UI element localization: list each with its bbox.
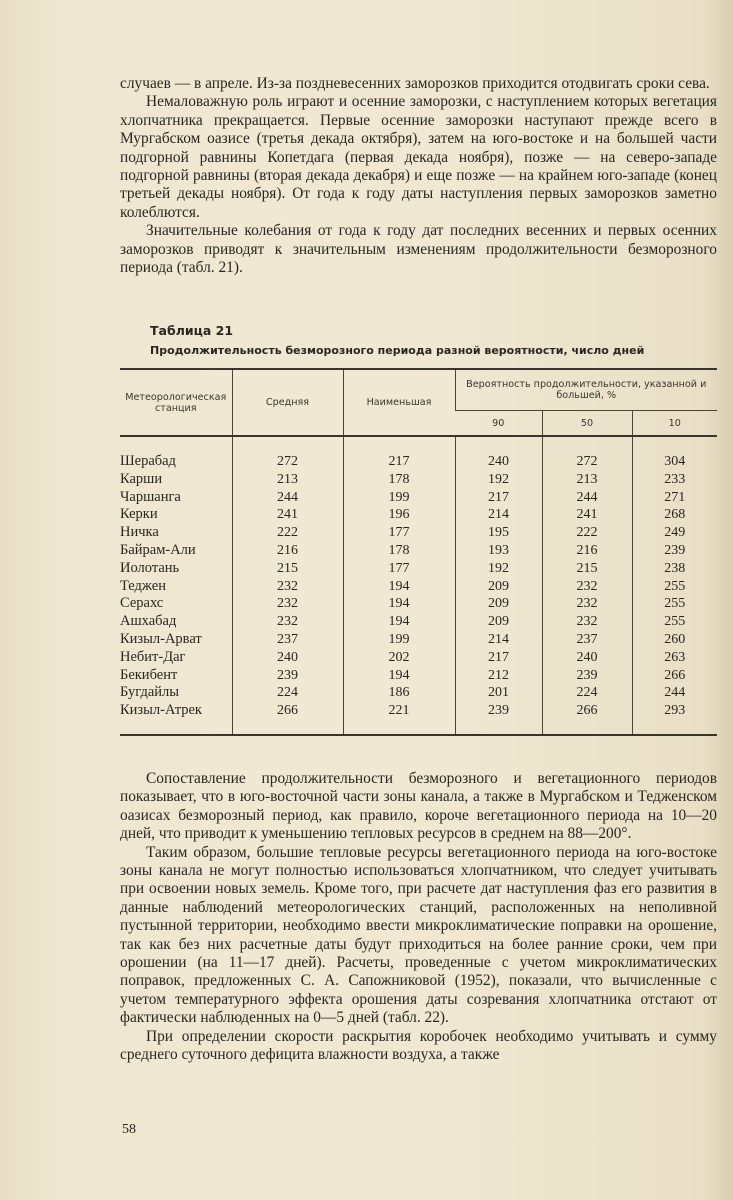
text-block-bottom bbox=[120, 770, 717, 1065]
header-p90: 90 bbox=[455, 411, 542, 437]
table-row bbox=[120, 578, 717, 596]
cell-station: Иолотань bbox=[120, 559, 180, 576]
cell-min: 177 bbox=[343, 560, 455, 578]
cell-station: Теджен bbox=[120, 577, 166, 594]
cell-mean: 224 bbox=[232, 684, 343, 702]
cell-mean: 232 bbox=[232, 578, 343, 596]
cell-mean: 266 bbox=[232, 702, 343, 720]
cell-p90: 209 bbox=[455, 595, 542, 613]
cell-p50: 215 bbox=[542, 560, 632, 578]
table-number: Таблица 21 bbox=[150, 323, 234, 338]
table-title: Продолжительность безморозного периода разной вероятности, число дней bbox=[150, 344, 645, 357]
cell-min: 221 bbox=[343, 702, 455, 720]
cell-p10: 268 bbox=[632, 506, 717, 524]
table-body bbox=[120, 436, 717, 735]
cell-p10: 266 bbox=[632, 667, 717, 685]
cell-station: Шерабад bbox=[120, 453, 176, 469]
cell-p50: 266 bbox=[542, 702, 632, 720]
page-number: 58 bbox=[122, 1122, 136, 1137]
cell-mean: 232 bbox=[232, 613, 343, 631]
cell-p10: 233 bbox=[632, 471, 717, 489]
frost-free-table bbox=[120, 368, 717, 736]
cell-mean: 222 bbox=[232, 524, 343, 542]
cell-p50: 241 bbox=[542, 506, 632, 524]
cell-p90: 209 bbox=[455, 613, 542, 631]
cell-p10: 255 bbox=[632, 578, 717, 596]
cell-min: 194 bbox=[343, 578, 455, 596]
header-station: Метеорологическая станция bbox=[120, 369, 232, 436]
cell-p50: 239 bbox=[542, 667, 632, 685]
cell-p10: 271 bbox=[632, 489, 717, 507]
cell-p50: 232 bbox=[542, 578, 632, 596]
table-row bbox=[120, 649, 717, 667]
cell-mean: 232 bbox=[232, 595, 343, 613]
cell-min: 217 bbox=[343, 453, 455, 471]
cell-min: 194 bbox=[343, 613, 455, 631]
cell-p50: 244 bbox=[542, 489, 632, 507]
cell-p90: 212 bbox=[455, 667, 542, 685]
cell-p90: 192 bbox=[455, 560, 542, 578]
cell-mean: 216 bbox=[232, 542, 343, 560]
cell-p50: 237 bbox=[542, 631, 632, 649]
cell-min: 194 bbox=[343, 595, 455, 613]
cell-min: 194 bbox=[343, 667, 455, 685]
table-row bbox=[120, 471, 717, 489]
cell-p90: 214 bbox=[455, 631, 542, 649]
table-row bbox=[120, 524, 717, 542]
cell-station: Бугдайлы bbox=[120, 684, 179, 701]
table-row bbox=[120, 453, 717, 471]
cell-mean: 241 bbox=[232, 506, 343, 524]
cell-p10: 255 bbox=[632, 613, 717, 631]
cell-p10: 255 bbox=[632, 595, 717, 613]
header-p50: 50 bbox=[542, 411, 632, 437]
cell-p90: 217 bbox=[455, 649, 542, 667]
header-min: Наименьшая bbox=[343, 369, 455, 436]
cell-min: 199 bbox=[343, 489, 455, 507]
cell-p90: 201 bbox=[455, 684, 542, 702]
cell-min: 199 bbox=[343, 631, 455, 649]
header-mean: Средняя bbox=[232, 369, 343, 436]
cell-p50: 232 bbox=[542, 595, 632, 613]
table-row bbox=[120, 684, 717, 702]
cell-p10: 244 bbox=[632, 684, 717, 702]
cell-mean: 213 bbox=[232, 471, 343, 489]
cell-p50: 213 bbox=[542, 471, 632, 489]
cell-station: Керки bbox=[120, 506, 158, 523]
cell-p90: 214 bbox=[455, 506, 542, 524]
cell-p10: 293 bbox=[632, 702, 717, 720]
cell-p10: 263 bbox=[632, 649, 717, 667]
cell-station: Бекибент bbox=[120, 666, 178, 683]
cell-station: Ничка bbox=[120, 524, 159, 541]
cell-min: 186 bbox=[343, 684, 455, 702]
paragraph: случаев — в апреле. Из-за поздневесенних заморозков приходится отодвигать сроки сева. bbox=[120, 75, 710, 92]
paragraph: Сопоставление продолжительности безморозного и вегетационного периодов показывает, что в юго-восточной части зоны канала, а также в Мургабском и Тедженском оазисах безморозный период, как правило, короче вегетационного периода на 10—20 дней, что приводит к уменьшению тепловых ресурсов в среднем на 88—200°. bbox=[120, 770, 717, 843]
cell-station: Серахс bbox=[120, 595, 164, 612]
cell-p50: 224 bbox=[542, 684, 632, 702]
text-block-top bbox=[120, 75, 717, 277]
cell-mean: 240 bbox=[232, 649, 343, 667]
cell-p50: 222 bbox=[542, 524, 632, 542]
cell-station: Кизыл-Арват bbox=[120, 630, 202, 647]
cell-p90: 217 bbox=[455, 489, 542, 507]
cell-p90: 192 bbox=[455, 471, 542, 489]
cell-p50: 232 bbox=[542, 613, 632, 631]
cell-min: 196 bbox=[343, 506, 455, 524]
paragraph: При определении скорости раскрытия коробочек необходимо учитывать и сумму среднего суточного дефицита влажности воздуха, а также bbox=[120, 1027, 717, 1064]
table-row bbox=[120, 702, 717, 720]
table-row bbox=[120, 613, 717, 631]
cell-p10: 249 bbox=[632, 524, 717, 542]
cell-p10: 304 bbox=[632, 453, 717, 471]
cell-p10: 238 bbox=[632, 560, 717, 578]
table-row bbox=[120, 667, 717, 685]
cell-min: 177 bbox=[343, 524, 455, 542]
cell-mean: 215 bbox=[232, 560, 343, 578]
cell-p50: 272 bbox=[542, 453, 632, 471]
table-row bbox=[120, 560, 717, 578]
cell-mean: 239 bbox=[232, 667, 343, 685]
header-probability: Вероятность продолжительности, указанной и большей, % bbox=[455, 369, 717, 411]
cell-p90: 193 bbox=[455, 542, 542, 560]
cell-mean: 244 bbox=[232, 489, 343, 507]
table-row bbox=[120, 489, 717, 507]
cell-min: 178 bbox=[343, 471, 455, 489]
table-row bbox=[120, 542, 717, 560]
cell-p50: 216 bbox=[542, 542, 632, 560]
table-row bbox=[120, 631, 717, 649]
cell-p90: 209 bbox=[455, 578, 542, 596]
cell-p10: 260 bbox=[632, 631, 717, 649]
table-row bbox=[120, 595, 717, 613]
cell-p10: 239 bbox=[632, 542, 717, 560]
cell-p50: 240 bbox=[542, 649, 632, 667]
paragraph: Таким образом, большие тепловые ресурсы вегетационного периода на юго-востоке зоны канала не могут полностью использоваться хлопчатником, что следует учитывать при освоении новых земель. Кроме того, при расчете дат наступления фаз его развития в данные наблюдений метеорологических станций, расположенных на неполивной пустынной территории, необходимо ввести микроклиматические поправки на орошение, так как без них расчетные даты будут приходиться на более ранние сроки, чем при орошении (на 11—17 дней). Расчеты, проведенные с учетом микроклиматических поправок, предложенных С. А. Сапожниковой (1952), показали, что вычисленные с учетом температурного эффекта орошения даты созревания хлопчатника отстают от фактически наблюденных на 0—5 дней (табл. 22). bbox=[120, 843, 717, 1027]
cell-p90: 195 bbox=[455, 524, 542, 542]
cell-mean: 272 bbox=[232, 453, 343, 471]
cell-station: Байрам-Али bbox=[120, 541, 196, 558]
cell-p90: 240 bbox=[455, 453, 542, 471]
table-row bbox=[120, 506, 717, 524]
cell-station: Ашхабад bbox=[120, 613, 177, 630]
paragraph: Немаловажную роль играют и осенние заморозки, с наступлением которых вегетация хлопчатника прекращается. Первые осенние заморозки наступают прежде всего в Мургабском оазисе (третья декада октября), затем на юго-востоке и на большей части подгорной равнины Копетдага (первая декада ноября), позже — на северо-западе подгорной равнины (вторая декада декабря) и еще позже — на крайнем юго-западе (конец третьей декады ноября). От года к году даты наступления первых заморозков заметно колеблются. bbox=[120, 93, 717, 221]
cell-mean: 237 bbox=[232, 631, 343, 649]
cell-station: Карши bbox=[120, 470, 163, 487]
cell-min: 202 bbox=[343, 649, 455, 667]
cell-p90: 239 bbox=[455, 702, 542, 720]
paragraph: Значительные колебания от года к году дат последних весенних и первых осенних заморозков приводят к значительным изменениям продолжительности безморозного периода (табл. 21). bbox=[120, 222, 717, 277]
cell-station: Чаршанга bbox=[120, 488, 181, 505]
header-p10: 10 bbox=[632, 411, 717, 437]
cell-min: 178 bbox=[343, 542, 455, 560]
cell-station: Небит-Даг bbox=[120, 648, 186, 665]
cell-station: Кизыл-Атрек bbox=[120, 702, 202, 719]
